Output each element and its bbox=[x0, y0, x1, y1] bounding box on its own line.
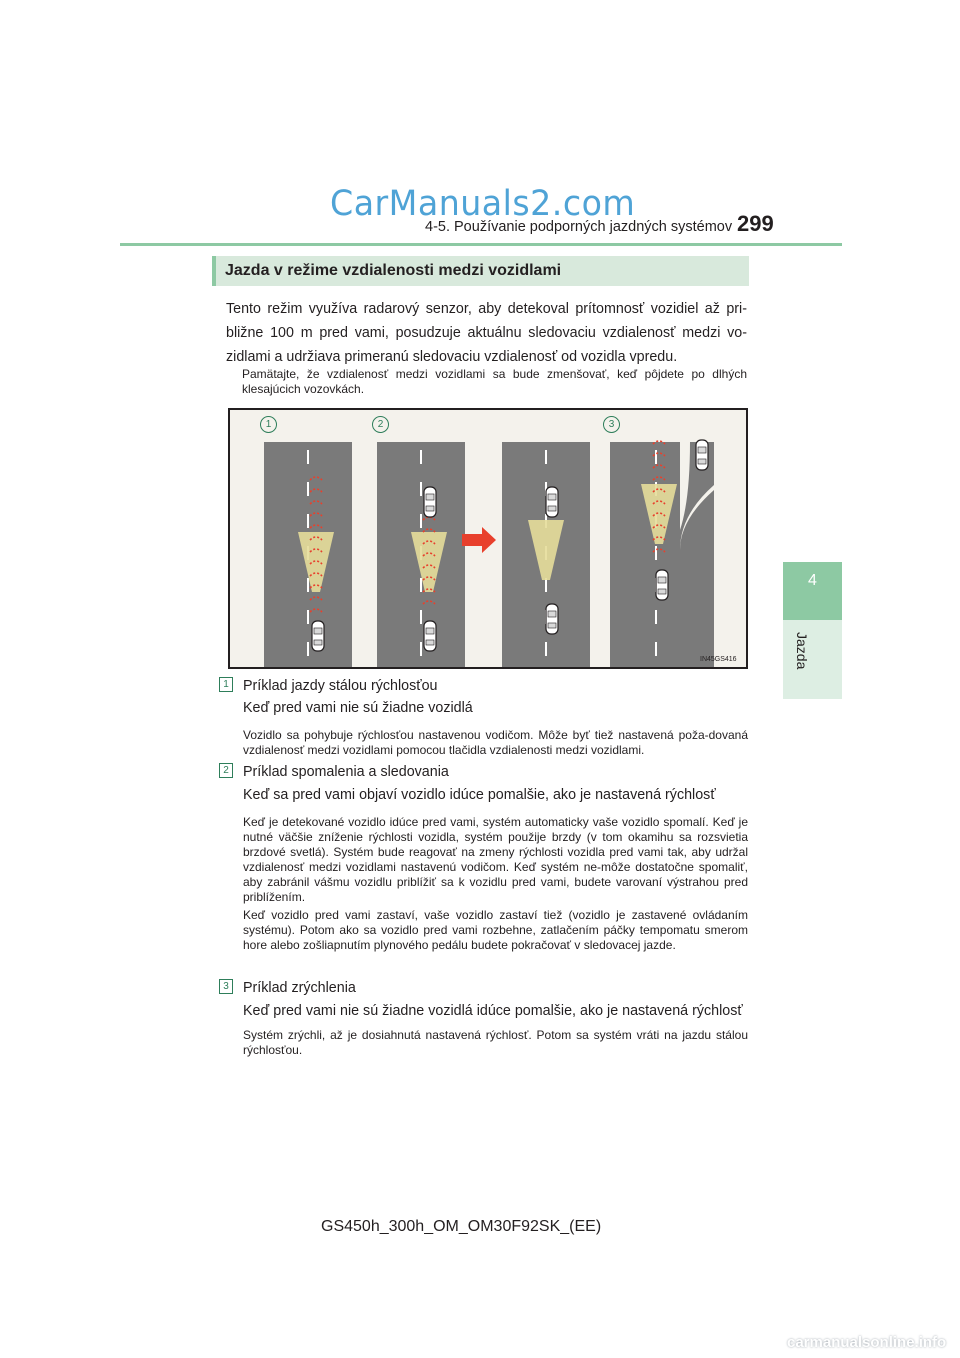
item-3-badge: 3 bbox=[219, 979, 233, 994]
section-header: 4-5. Používanie podporných jazdných systémov bbox=[425, 219, 733, 235]
item-3-title: Príklad zrýchlenia bbox=[243, 980, 356, 996]
item-1-title: Príklad jazdy stálou rýchlosťou bbox=[243, 678, 438, 694]
chapter-tab-strip bbox=[783, 620, 842, 699]
item-2-badge: 2 bbox=[219, 763, 233, 778]
chapter-tab-label: Jazda bbox=[794, 632, 810, 670]
item-2-title: Príklad spomalenia a sledovania bbox=[243, 764, 449, 780]
car-front-2 bbox=[424, 487, 436, 517]
car-own-2 bbox=[424, 621, 436, 651]
item-1-subtitle: Keď pred vami nie sú žiadne vozidlá bbox=[243, 700, 473, 716]
item-2-note: Keď je detekované vozidlo idúce pred vami, systém automaticky vaše vozidlo spomalí. Keď je nutné väčšie zníženie rýchlosti vozidla, systém použije brzdy (v tom okamihu sa rozsvietia brzdové svetlá). Systém bude reagovať na zmeny rýchlosti vozidla pred vami tak, aby udržal vzdialenosť medzi vozidlami nastavenú vodičom. Keď systém ne-môže dostatočne spomaliť, aby zabránil vášmu vozidlu priblížiť sa k vozidlu pred vami, budete varovaní výstrahou pred priblížením. bbox=[243, 815, 748, 904]
section-title: Jazda v režime vzdialenosti medzi vozidlami bbox=[225, 262, 562, 279]
footer-code: GS450h_300h_OM_OM30F92SK_(EE) bbox=[321, 1218, 602, 1235]
intro-paragraph: Tento režim využíva radarový senzor, aby detekoval prítomnosť vozidiel až pri-bližne 100 m pred vami, posudzuje aktuálnu sledovaciu vzdialenosť medzi vo-zidlami a udržiava primeranú sledovaciu vzdialenosť od vozidla vpredu. bbox=[226, 301, 747, 365]
item-3-note: Systém zrýchli, až je dosiahnutá nastavená rýchlosť. Potom sa systém vráti na jazdu stálou rýchlosťou. bbox=[243, 1028, 748, 1057]
road-4 bbox=[610, 442, 680, 667]
figure-code: IN45GS416 bbox=[700, 656, 737, 663]
chapter-tab bbox=[783, 562, 842, 620]
page-number: 299 bbox=[737, 211, 774, 236]
marker-2: 2 bbox=[372, 416, 389, 433]
car-own-1 bbox=[312, 621, 324, 651]
header-rule bbox=[120, 243, 842, 246]
watermark-logo: CarManuals2.com bbox=[330, 184, 636, 224]
marker-1: 1 bbox=[260, 416, 277, 433]
item-3-subtitle: Keď pred vami nie sú žiadne vozidlá idúce pomalšie, ako je nastavená rýchlosť bbox=[243, 1003, 743, 1019]
chapter-tab-number: 4 bbox=[808, 572, 817, 589]
arrow-icon bbox=[462, 527, 496, 553]
car-own-4 bbox=[656, 570, 668, 600]
car-front-3 bbox=[546, 487, 558, 517]
car-own-3 bbox=[546, 604, 558, 634]
road-diagram bbox=[230, 410, 746, 667]
marker-3: 3 bbox=[603, 416, 620, 433]
item-1-badge: 1 bbox=[219, 677, 233, 692]
item-2-note-2: Keď vozidlo pred vami zastaví, vaše vozidlo zastaví tiež (vozidlo je zastavené ovládaním systému). Potom ako sa vozidlo pred vami rozbehne, zatlačením páčky tempomatu smerom hore alebo zošliapnutím plynového pedálu budete pokračovať v sledovacej jazde. bbox=[243, 908, 748, 952]
acc-illustration bbox=[228, 408, 748, 669]
footer-watermark: carmanualsonline.info bbox=[787, 1334, 947, 1351]
item-2-subtitle: Keď sa pred vami objaví vozidlo idúce pomalšie, ako je nastavená rýchlosť bbox=[243, 787, 716, 803]
intro-note: Pamätajte, že vzdialenosť medzi vozidlami sa bude zmenšovať, keď pôjdete po dlhých klesajúcich vozovkách. bbox=[242, 367, 747, 396]
item-1-note: Vozidlo sa pohybuje rýchlosťou nastavenou vodičom. Môže byť tiež nastavená poža-dovaná vzdialenosť medzi vozidlami pomocou tlačidla vzdialenosti medzi vozidlami. bbox=[243, 728, 748, 757]
car-exit-4 bbox=[696, 440, 708, 470]
